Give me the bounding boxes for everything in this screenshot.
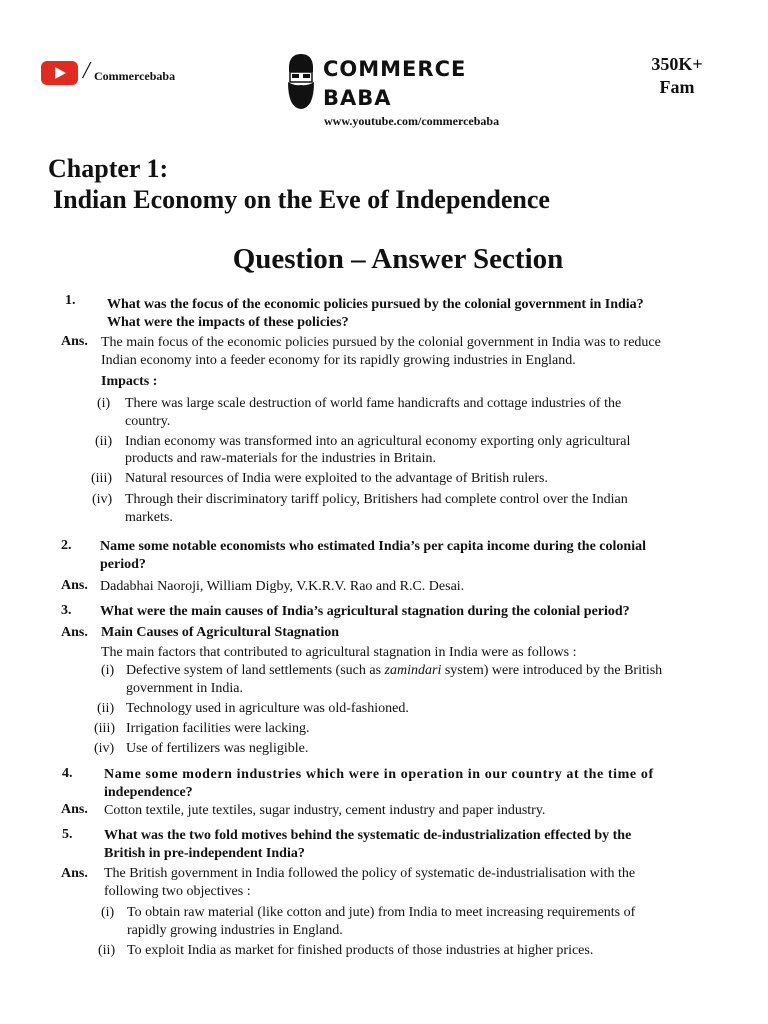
question-text: Name some notable economists who estimated India’s per capita income during the colonial: [100, 539, 646, 554]
list-item-number: (iii): [94, 721, 115, 736]
list-item-text: There was large scale destruction of world fame handicrafts and cottage industries of the: [125, 396, 622, 411]
list-item-text: Through their discriminatory tariff policy, Britishers had complete control over the Indian: [125, 492, 628, 507]
brand-line-1: COMMERCE: [323, 57, 467, 81]
handle-slash: /: [83, 58, 90, 84]
question-number: 5.: [62, 827, 73, 842]
impacts-heading: Impacts :: [101, 374, 158, 389]
list-item-text: Indian economy was transformed into an agricultural economy exporting only agricultural: [125, 434, 631, 449]
list-item-text: Use of fertilizers was negligible.: [126, 741, 309, 756]
answer-text: The main focus of the economic policies pursued by the colonial government in India was to reduce: [101, 335, 661, 350]
list-item-text: Natural resources of India were exploited to the advantage of British rulers.: [125, 471, 548, 486]
answer-label: Ans.: [61, 625, 88, 640]
youtube-icon: [41, 61, 78, 85]
bearded-man-logo-icon: [284, 52, 318, 110]
list-item-text: markets.: [125, 510, 173, 525]
list-item-number: (i): [101, 663, 115, 678]
answer-label: Ans.: [61, 802, 88, 817]
question-number: 1.: [65, 293, 76, 308]
list-item-text: To exploit India as market for finished products of those industries at higher prices.: [127, 943, 594, 958]
question-number: 2.: [61, 538, 72, 553]
website-url: www.youtube.com/commercebaba: [324, 114, 500, 128]
brand-line-2: BABA: [323, 86, 392, 110]
fam-count-block: [640, 53, 714, 99]
question-text: What were the main causes of India’s agricultural stagnation during the colonial period?: [100, 604, 630, 619]
question-text: What was the two fold motives behind the systematic de-industrialization effected by the: [104, 828, 632, 843]
answer-label: Ans.: [61, 334, 88, 349]
chapter-title: Indian Economy on the Eve of Independence: [53, 185, 550, 214]
list-item-text: rapidly growing industries in England.: [127, 923, 343, 938]
list-item-text: To obtain raw material (like cotton and jute) from India to meet increasing requirements of: [127, 905, 636, 920]
question-text: What were the impacts of these policies?: [107, 315, 349, 330]
list-item-text: Defective system of land settlements (such as zamindari system) were introduced by the British: [126, 663, 663, 678]
chapter-number: Chapter 1:: [48, 154, 169, 183]
question-text: British in pre-independent India?: [104, 846, 305, 861]
answer-heading: Main Causes of Agricultural Stagnation: [101, 625, 340, 640]
list-item-text: government in India.: [126, 681, 244, 696]
list-item-number: (ii): [98, 943, 116, 958]
list-item-number: (ii): [97, 701, 115, 716]
fam-count: 350K+: [651, 54, 703, 74]
list-item-number: (iii): [91, 471, 112, 486]
list-item-text: country.: [125, 414, 171, 429]
list-item-number: (ii): [95, 434, 113, 449]
answer-text: following two objectives :: [104, 884, 251, 899]
question-number: 3.: [61, 603, 72, 618]
question-number: 4.: [62, 766, 73, 781]
question-text: What was the focus of the economic policies pursued by the colonial government in India?: [107, 297, 644, 312]
answer-text: Indian economy into a feeder economy for its rapidly growing industries in England.: [101, 353, 576, 368]
question-text: Name some modern industries which were in operation in our country at the time of: [104, 767, 654, 782]
list-item-text: Irrigation facilities were lacking.: [126, 721, 310, 736]
answer-text: The main factors that contributed to agricultural stagnation in India were as follows :: [101, 645, 577, 660]
answer-label: Ans.: [61, 578, 88, 593]
answer-text: The British government in India followed the policy of systematic de-industrialisation with the: [104, 866, 636, 881]
answer-label: Ans.: [61, 866, 88, 881]
section-title: Question – Answer Section: [232, 243, 564, 275]
list-item-text: products and raw-materials for the industries in Britain.: [125, 451, 437, 466]
answer-text: Dadabhai Naoroji, William Digby, V.K.R.V. Rao and R.C. Desai.: [100, 579, 465, 594]
brand-logo-text: [323, 55, 466, 113]
list-item-number: (iv): [94, 741, 115, 756]
list-item-number: (i): [97, 396, 111, 411]
list-item-text: Technology used in agriculture was old-fashioned.: [126, 701, 409, 716]
channel-handle: Commercebaba: [94, 69, 176, 83]
list-item-number: (i): [101, 905, 115, 920]
list-item-number: (iv): [92, 492, 113, 507]
question-text: independence?: [104, 785, 193, 800]
fam-label: Fam: [659, 77, 695, 97]
question-text: period?: [100, 557, 146, 572]
answer-text: Cotton textile, jute textiles, sugar industry, cement industry and paper industry.: [104, 803, 546, 818]
